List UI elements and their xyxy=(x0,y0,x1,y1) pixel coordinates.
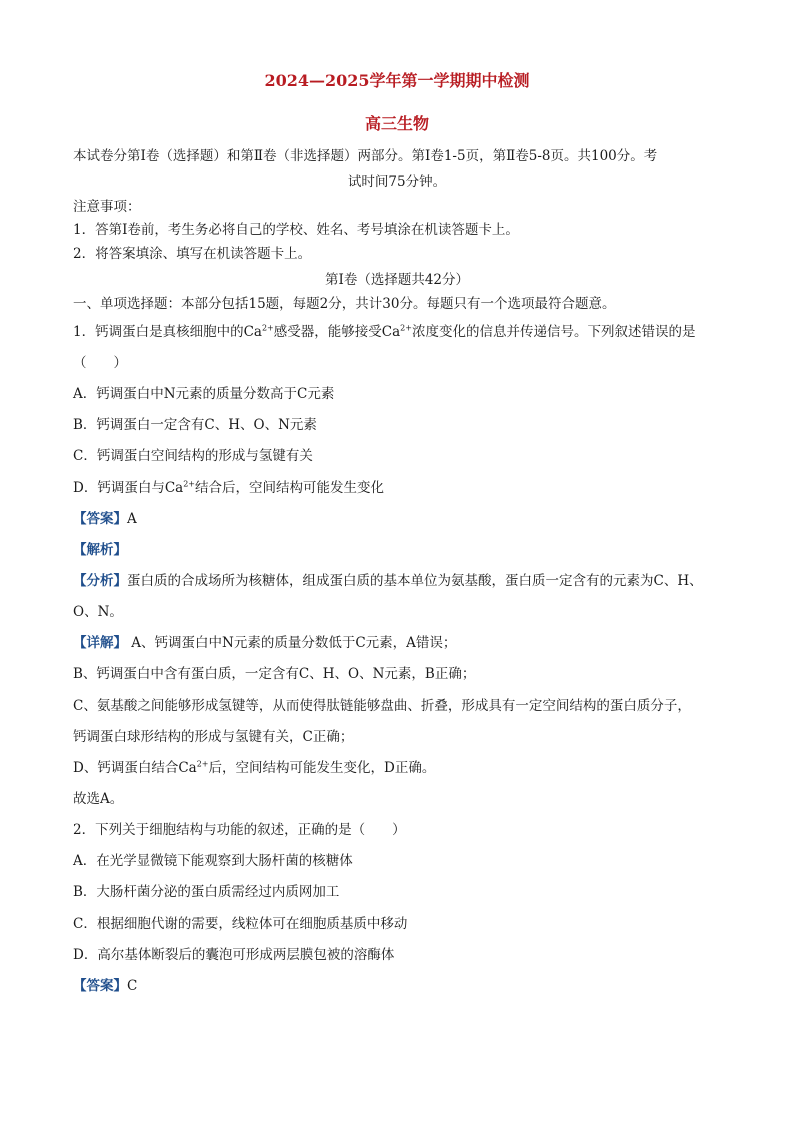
question-2-answer: 【答案】C xyxy=(73,978,138,994)
question-1-blank: （ ） xyxy=(73,355,127,371)
intro-line-1: 本试卷分第Ⅰ卷（选择题）和第Ⅱ卷（非选择题）两部分。第Ⅰ卷1-5页，第Ⅱ卷5-8页。共100分。考 xyxy=(73,148,658,164)
answer-tag: 【答案】 xyxy=(73,511,127,527)
question-1-detail-b: B、钙调蛋白中含有蛋白质，一定含有C、H、O、N元素，B正确； xyxy=(73,666,476,682)
question-1-conclusion: 故选A。 xyxy=(73,791,124,807)
question-1-fenxi-2: O、N。 xyxy=(73,604,123,620)
exam-subject: 高三生物 xyxy=(364,114,429,133)
question-1-analysis-tag: 【解析】 xyxy=(73,542,127,558)
question-1-detail-c1: C、氨基酸之间能够形成氢键等，从而使得肽链能够盘曲、折叠，形成具有一定空间结构的蛋白质分子， xyxy=(73,698,691,714)
question-1-option-a: A．钙调蛋白中N元素的质量分数高于C元素 xyxy=(73,386,335,402)
question-2-option-c: C．根据细胞代谢的需要，线粒体可在细胞质基质中移动 xyxy=(73,916,408,932)
question-1-fenxi-1: 【分析】蛋白质的合成场所为核糖体，组成蛋白质的基本单位为氨基酸，蛋白质一定含有的元素为C、H、 xyxy=(73,573,703,589)
section-heading: 一、单项选择题：本部分包括15题，每题2分，共计30分。每题只有一个选项最符合题意。 xyxy=(73,296,616,312)
question-1-stem: 1．钙调蛋白是真核细胞中的$Ca^{2+}$感受器，能够接受$Ca^{2+}$浓度变化的信息并传递信号。下列叙述错误的是 xyxy=(73,323,696,340)
question-1-answer: 【答案】A xyxy=(73,511,137,527)
answer-tag: 【答案】 xyxy=(73,978,127,994)
question-1-option-c: C．钙调蛋白空间结构的形成与氢键有关 xyxy=(73,448,313,464)
question-2-option-d: D．高尔基体断裂后的囊泡可形成两层膜包被的溶酶体 xyxy=(73,947,395,963)
question-1-option-d: D．钙调蛋白与$Ca^{2+}$结合后，空间结构可能发生变化 xyxy=(73,479,384,496)
exam-title: 2024—2025学年第一学期期中检测 xyxy=(264,71,530,90)
question-1-detail-c2: 钙调蛋白球形结构的形成与氢键有关，C正确； xyxy=(73,729,354,745)
notice-heading: 注意事项： xyxy=(73,199,141,215)
question-1-option-b: B．钙调蛋白一定含有C、H、O、N元素 xyxy=(73,417,317,433)
question-2-option-b: B．大肠杆菌分泌的蛋白质需经过内质网加工 xyxy=(73,884,340,900)
notice-item-1: 1．答第Ⅰ卷前，考生务必将自己的学校、姓名、考号填涂在机读答题卡上。 xyxy=(73,222,519,238)
notice-item-2: 2．将答案填涂、填写在机读答题卡上。 xyxy=(73,246,312,262)
question-1-detail-a: 【详解】 A、钙调蛋白中N元素的质量分数低于C元素，A错误； xyxy=(73,635,457,651)
question-2-stem: 2．下列关于细胞结构与功能的叙述，正确的是（ ） xyxy=(73,822,406,838)
intro-line-2: 试时间75分钟。 xyxy=(347,174,447,190)
part1-heading: 第Ⅰ卷（选择题共42分） xyxy=(324,272,469,288)
question-2-option-a: A．在光学显微镜下能观察到大肠杆菌的核糖体 xyxy=(73,853,353,869)
question-1-detail-d: D、钙调蛋白结合$Ca^{2+}$后，空间结构可能发生变化，D正确。 xyxy=(73,759,436,776)
